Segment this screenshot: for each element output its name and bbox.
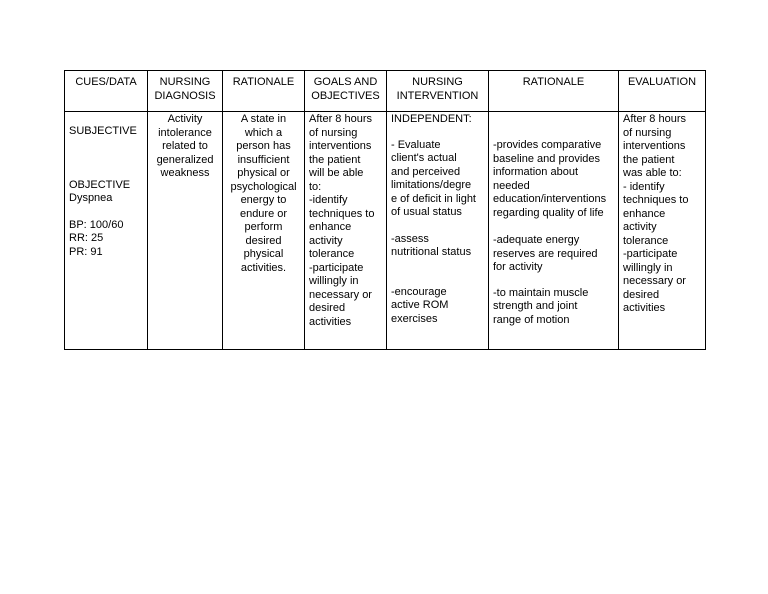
table-row bbox=[65, 112, 706, 350]
intervention-rationale-item: -provides comparative baseline and provides information about needed education/interventions regarding quality of life bbox=[493, 139, 607, 219]
intervention-rationale-cell bbox=[489, 112, 619, 350]
intervention-rationale-item: -adequate energy reserves are required for activity bbox=[493, 234, 598, 273]
objective-finding: Dyspnea bbox=[69, 192, 113, 204]
interventions-cell bbox=[387, 112, 489, 350]
header-intervention-rationale: RATIONALE bbox=[489, 71, 619, 112]
intervention-item: -encourage active ROM exercises bbox=[391, 285, 449, 325]
intervention-rationale-item: -to maintain muscle strength and joint range of motion bbox=[493, 286, 589, 326]
vital-rr: RR: 25 bbox=[69, 232, 104, 244]
goals-cell bbox=[305, 112, 387, 350]
header-nursing-diagnosis: NURSING DIAGNOSIS bbox=[148, 71, 223, 112]
intervention-item: - Evaluate client's actual and perceived limitations/degre e of deficit in light of usual status bbox=[391, 138, 476, 218]
objective-label: OBJECTIVE bbox=[69, 178, 131, 191]
header-goals-objectives: GOALS AND OBJECTIVES bbox=[305, 71, 387, 112]
header-row bbox=[65, 71, 706, 112]
intervention-item: -assess nutritional status bbox=[391, 232, 472, 258]
header-nursing-intervention: NURSING INTERVENTION bbox=[387, 71, 489, 112]
evaluation-cell bbox=[619, 112, 706, 350]
diagnosis-rationale-cell bbox=[223, 112, 305, 350]
interventions-heading: INDEPENDENT: bbox=[391, 113, 472, 125]
vital-bp: BP: 100/60 bbox=[69, 218, 124, 231]
cues-cell bbox=[65, 112, 148, 350]
vital-pr: PR: 91 bbox=[69, 245, 103, 258]
diagnosis-text: Activity intolerance related to generalized weakness bbox=[156, 113, 214, 179]
nursing-care-plan-table bbox=[64, 70, 706, 350]
diagnosis-rationale-text: A state in which a person has insufficient physical or psychological energy to endure or perform desired physical activities. bbox=[230, 113, 297, 274]
diagnosis-cell bbox=[148, 112, 223, 350]
header-cues-data: CUES/DATA bbox=[65, 71, 148, 112]
evaluation-text: After 8 hours of nursing interventions the patient was able to: - identify techniques to enhance activity tolerance -participate willingly in necessary or desired activities bbox=[623, 113, 689, 314]
goals-text: After 8 hours of nursing interventions the patient will be able to: -identify techniques to enhance activity tolerance -participate willingly in necessary or desired activities bbox=[309, 113, 375, 328]
header-evaluation: EVALUATION bbox=[619, 71, 706, 112]
subjective-label: SUBJECTIVE bbox=[69, 125, 137, 137]
header-rationale: RATIONALE bbox=[223, 71, 305, 112]
